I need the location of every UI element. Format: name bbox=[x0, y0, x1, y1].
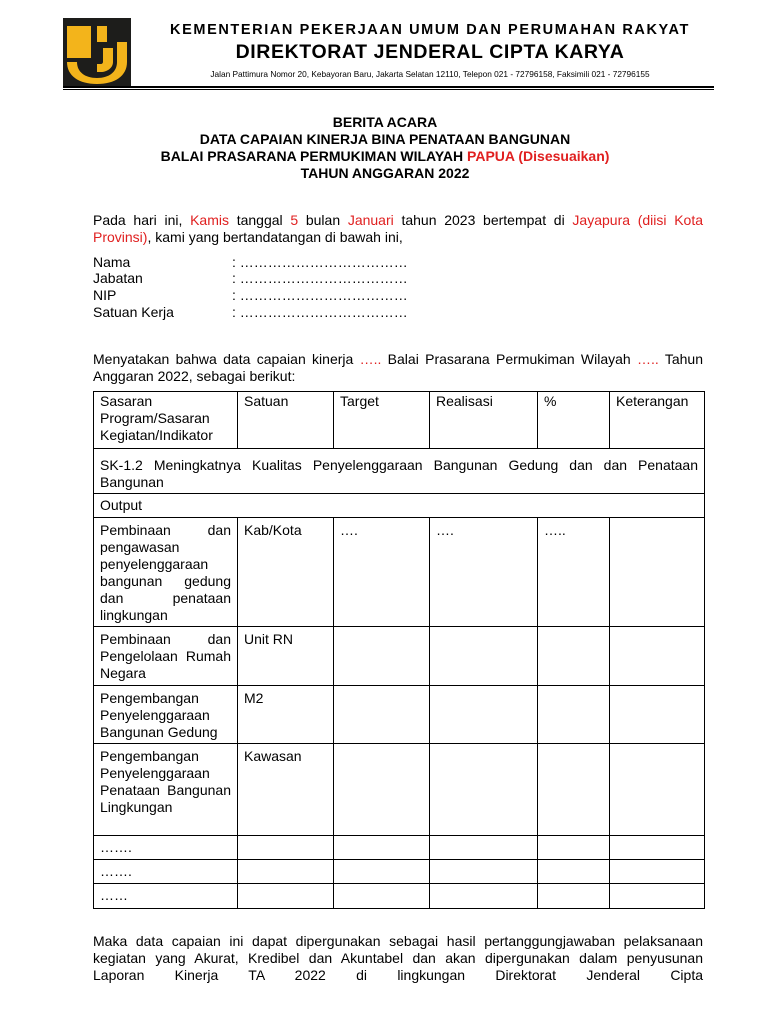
percent-cell: ….. bbox=[538, 518, 610, 627]
balai-region: PAPUA (Disesuaikan) bbox=[467, 148, 610, 164]
statement-text: Balai Prasarana Permukiman Wilayah bbox=[381, 351, 638, 367]
performance-table bbox=[93, 391, 705, 909]
intro-month: Januari bbox=[347, 212, 394, 228]
keterangan-cell bbox=[610, 686, 705, 744]
statement-text: Menyatakan bahwa data capaian kinerja bbox=[93, 351, 360, 367]
intro-day: Kamis bbox=[190, 212, 229, 228]
target-cell: …. bbox=[334, 518, 430, 627]
target-cell bbox=[334, 744, 430, 836]
percent-cell bbox=[538, 686, 610, 744]
target-cell bbox=[334, 836, 430, 860]
table-row bbox=[94, 884, 705, 909]
balai-prefix: BALAI PRASARANA PERMUKIMAN WILAYAH bbox=[160, 148, 468, 164]
table-row bbox=[94, 744, 705, 836]
unit-cell bbox=[238, 884, 334, 909]
directorate-name: DIREKTORAT JENDERAL CIPTA KARYA bbox=[235, 41, 625, 63]
letterhead-rule-thin bbox=[63, 89, 714, 90]
table-row bbox=[94, 836, 705, 860]
field-label-jabatan: Jabatan bbox=[93, 270, 143, 286]
column-header-realisasi: Realisasi bbox=[430, 392, 538, 449]
field-value-satuan-kerja: : ……………………………… bbox=[232, 304, 408, 320]
statement-placeholder: ….. bbox=[359, 351, 382, 367]
indicator-cell: ……. bbox=[94, 860, 238, 884]
column-header-indicator: Sasaran Program/Sasaran Kegiatan/Indikator bbox=[94, 392, 238, 449]
closing-paragraph: Maka data capaian ini dapat dipergunakan sebagai hasil pertanggungjawaban pelaksanaan kegiatan yang Akurat, Kredibel dan Akuntabel dan akan dipergunakan dalam penyusunan Laporan Kinerja TA 2022 di lingkungan Direktorat Jenderal Cipta bbox=[93, 933, 703, 983]
percent-cell bbox=[538, 860, 610, 884]
unit-cell bbox=[238, 836, 334, 860]
indicator-cell: Pembinaan dan pengawasan penyelenggaraan bangunan gedung dan penataan lingkungan bbox=[94, 518, 238, 627]
realisasi-cell bbox=[430, 627, 538, 686]
intro-text: , kami yang bertandatangan di bawah ini, bbox=[147, 229, 403, 245]
keterangan-cell bbox=[610, 518, 705, 627]
target-cell bbox=[334, 627, 430, 686]
keterangan-cell bbox=[610, 744, 705, 836]
percent-cell bbox=[538, 836, 610, 860]
realisasi-cell bbox=[430, 860, 538, 884]
percent-cell bbox=[538, 884, 610, 909]
column-header-unit: Satuan bbox=[238, 392, 334, 449]
target-cell bbox=[334, 884, 430, 909]
field-value-nip: : ……………………………… bbox=[232, 287, 408, 303]
percent-cell bbox=[538, 627, 610, 686]
unit-cell: Kab/Kota bbox=[238, 518, 334, 627]
table-output-row bbox=[94, 494, 705, 518]
table-row bbox=[94, 686, 705, 744]
target-cell bbox=[334, 860, 430, 884]
target-cell bbox=[334, 686, 430, 744]
table-section-row bbox=[94, 449, 705, 494]
indicator-cell: Pengembangan Penyelenggaraan Bangunan Gedung bbox=[94, 686, 238, 744]
realisasi-cell bbox=[430, 836, 538, 860]
statement-text: Tahun Anggaran 2022, sebagai berikut: bbox=[93, 351, 703, 384]
keterangan-cell bbox=[610, 884, 705, 909]
realisasi-cell: …. bbox=[430, 518, 538, 627]
table-header-row bbox=[94, 392, 705, 449]
indicator-cell: ……. bbox=[94, 836, 238, 860]
keterangan-cell bbox=[610, 836, 705, 860]
intro-text: Pada hari ini, bbox=[93, 212, 191, 228]
keterangan-cell bbox=[610, 627, 705, 686]
keterangan-cell bbox=[610, 860, 705, 884]
statement-paragraph bbox=[93, 351, 703, 385]
unit-cell: M2 bbox=[238, 686, 334, 744]
column-header-percent: % bbox=[538, 392, 610, 449]
office-address: Jalan Pattimura Nomor 20, Kebayoran Baru, Jakarta Selatan 12110, Telepon 021 - 72796158, Faksimili 021 - 72796155 bbox=[210, 69, 650, 79]
field-label-satuan-kerja: Satuan Kerja bbox=[93, 304, 174, 320]
section-goal: SK-1.2 Meningkatnya Kualitas Penyelenggaraan Bangunan Gedung dan dan Penataan Bangunan bbox=[94, 449, 705, 494]
pu-logo-icon bbox=[63, 18, 131, 86]
indicator-cell: Pengembangan Penyelenggaraan Penataan Bangunan Lingkungan bbox=[94, 744, 238, 836]
document-balai-line bbox=[60, 148, 710, 165]
letterhead-rule bbox=[63, 86, 714, 88]
realisasi-cell bbox=[430, 884, 538, 909]
field-value-jabatan: : ……………………………… bbox=[232, 270, 408, 286]
intro-place: Jayapura (diisi Kota Provinsi) bbox=[93, 212, 704, 245]
table-row bbox=[94, 860, 705, 884]
indicator-cell: …… bbox=[94, 884, 238, 909]
realisasi-cell bbox=[430, 686, 538, 744]
output-label: Output bbox=[94, 494, 705, 518]
unit-cell bbox=[238, 860, 334, 884]
statement-placeholder: ….. bbox=[637, 351, 659, 367]
document-year: TAHUN ANGGARAN 2022 bbox=[300, 165, 470, 181]
column-header-target: Target bbox=[334, 392, 430, 449]
field-label-nip: NIP bbox=[93, 287, 117, 303]
intro-text: tanggal bbox=[228, 212, 291, 228]
field-value-nama: : ……………………………… bbox=[232, 254, 408, 270]
intro-paragraph bbox=[93, 212, 703, 246]
field-label-nama: Nama bbox=[93, 254, 131, 270]
intro-text: tahun 2023 bertempat di bbox=[393, 212, 573, 228]
indicator-cell: Pembinaan dan Pengelolaan Rumah Negara bbox=[94, 627, 238, 686]
intro-date: 5 bbox=[290, 212, 299, 228]
unit-cell: Unit RN bbox=[238, 627, 334, 686]
percent-cell bbox=[538, 744, 610, 836]
table-row bbox=[94, 518, 705, 627]
unit-cell: Kawasan bbox=[238, 744, 334, 836]
realisasi-cell bbox=[430, 744, 538, 836]
column-header-keterangan: Keterangan bbox=[610, 392, 705, 449]
ministry-name: KEMENTERIAN PEKERJAAN UMUM DAN PERUMAHAN RAKYAT bbox=[170, 22, 690, 38]
document-title: BERITA ACARA bbox=[332, 114, 438, 130]
intro-text: bulan bbox=[298, 212, 348, 228]
document-subtitle: DATA CAPAIAN KINERJA BINA PENATAAN BANGUNAN bbox=[199, 131, 571, 147]
table-row bbox=[94, 627, 705, 686]
ministry-logo bbox=[63, 18, 131, 86]
